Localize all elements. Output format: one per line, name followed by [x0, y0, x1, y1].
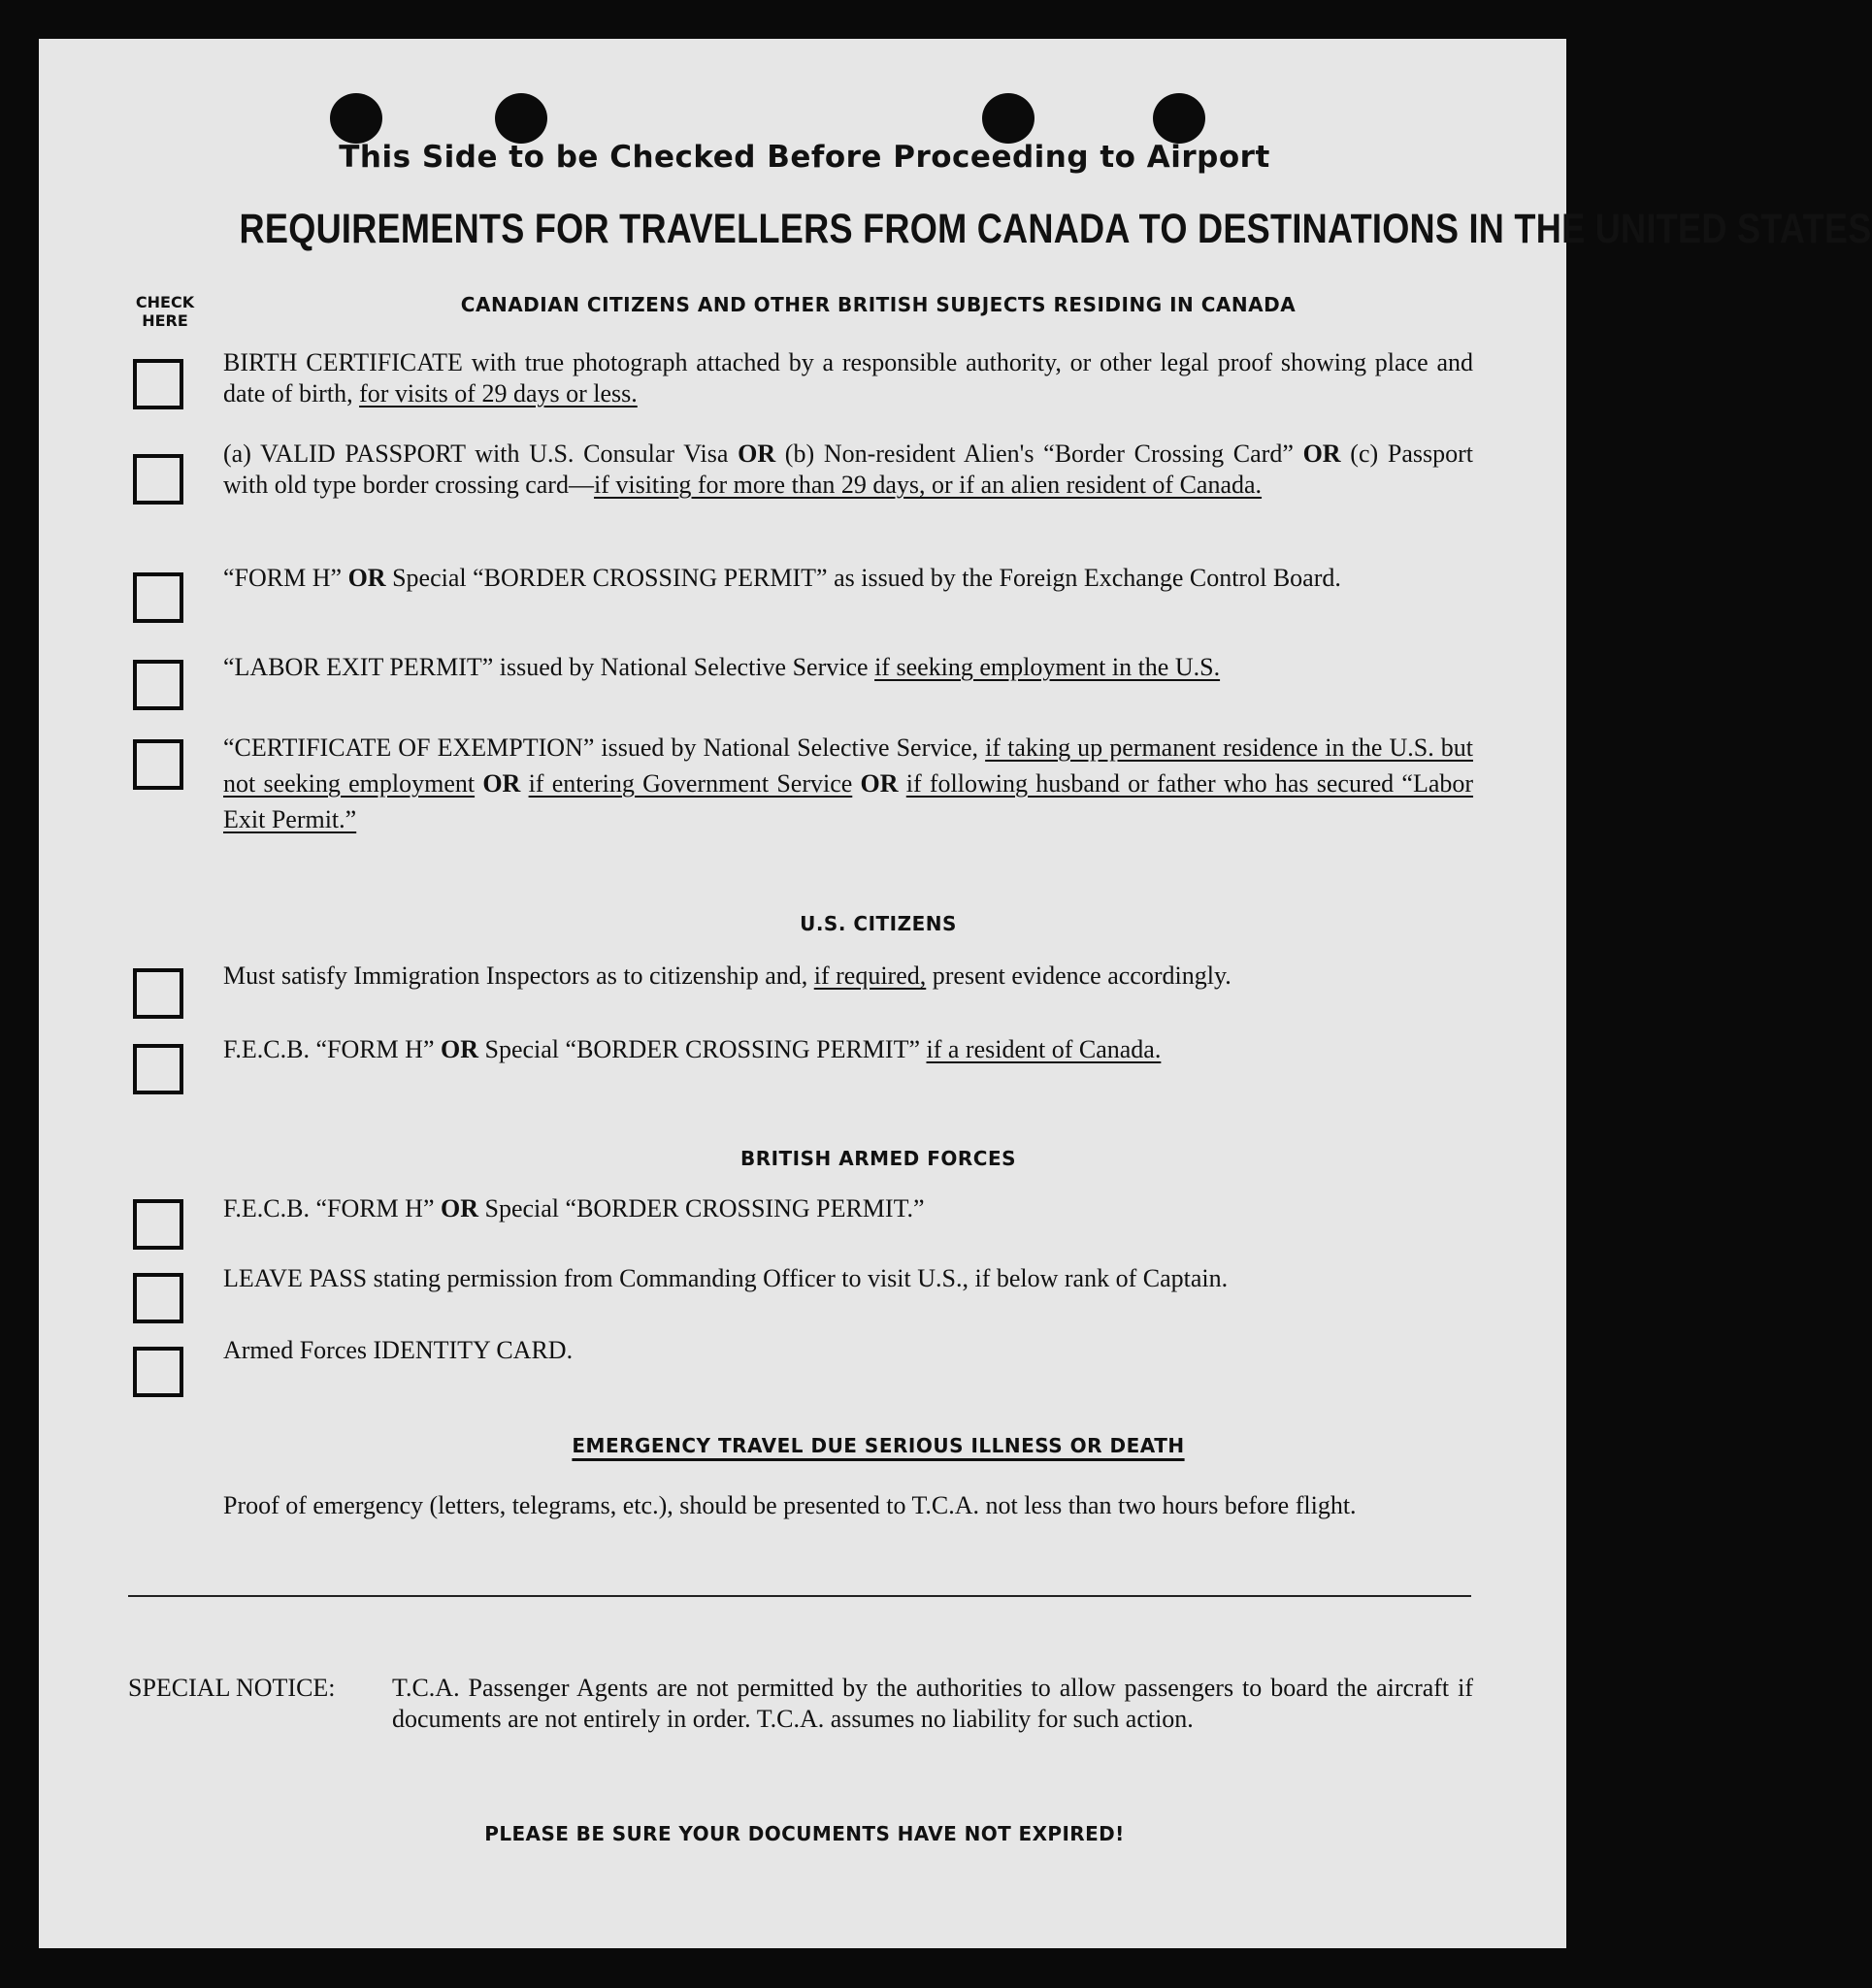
requirement-form-h: “FORM H” OR Special “BORDER CROSSING PERMIT” as issued by the Foreign Exchange Control Board.: [223, 564, 1341, 592]
requirement-forces-form-h: F.E.C.B. “FORM H” OR Special “BORDER CROSSING PERMIT.”: [223, 1194, 925, 1222]
section-heading-canadian: CANADIAN CITIZENS AND OTHER BRITISH SUBJECTS RESIDING IN CANADA: [460, 293, 1297, 316]
punch-hole: [330, 93, 382, 144]
checkbox-certificate-of-exemption[interactable]: [133, 739, 183, 790]
checkbox-citizenship-evidence[interactable]: [133, 968, 183, 1019]
checkbox-identity-card[interactable]: [133, 1347, 183, 1397]
checkbox-us-form-h[interactable]: [133, 1044, 183, 1094]
requirement-identity-card: Armed Forces IDENTITY CARD.: [223, 1336, 574, 1364]
punch-hole: [1153, 93, 1205, 144]
checkbox-labor-exit-permit[interactable]: [133, 660, 183, 710]
check-here-label: CHECK HERE: [135, 293, 195, 330]
checkbox-forces-form-h[interactable]: [133, 1199, 183, 1250]
checkbox-leave-pass[interactable]: [133, 1273, 183, 1323]
requirement-leave-pass: LEAVE PASS stating permission from Commanding Officer to visit U.S., if below rank of Captain.: [223, 1264, 1229, 1292]
requirement-birth-certificate: BIRTH CERTIFICATE with true photograph attached by a responsible authority, or other legal proof showing place and date of birth, for visits of 29 days or less.: [223, 348, 1473, 407]
requirement-certificate-of-exemption: “CERTIFICATE OF EXEMPTION” issued by National Selective Service, if taking up permanent residence in the U.S. but not seeking employment OR if entering Government Service OR if following husband or father who has secured “Labor Exit Permit.”: [223, 733, 1474, 833]
checkbox-valid-passport[interactable]: [133, 454, 183, 505]
checkbox-form-h[interactable]: [133, 572, 183, 623]
section-heading-us-citizens: U.S. CITIZENS: [800, 912, 957, 935]
page-title: REQUIREMENTS FOR TRAVELLERS FROM CANADA TO DESTINATIONS IN THE UNITED STATES: [239, 206, 1872, 252]
requirement-citizenship-evidence: Must satisfy Immigration Inspectors as to citizenship and, if required, present evidence accordingly.: [223, 961, 1232, 990]
special-notice-text: T.C.A. Passenger Agents are not permitted by the authorities to allow passengers to board the aircraft if documents are not entirely in order. T.C.A. assumes no liability for such action.: [392, 1674, 1473, 1733]
divider: [128, 1595, 1471, 1597]
requirement-valid-passport: (a) VALID PASSPORT with U.S. Consular Visa OR (b) Non-resident Alien's “Border Crossing Card” OR (c) Passport with old type border crossing card—if visiting for more than 29 days, or if an alien resident of Canada.: [223, 440, 1473, 499]
punch-hole: [495, 93, 547, 144]
requirement-us-form-h: F.E.C.B. “FORM H” OR Special “BORDER CROSSING PERMIT” if a resident of Canada.: [223, 1035, 1162, 1063]
expiry-warning: PLEASE BE SURE YOUR DOCUMENTS HAVE NOT EXPIRED!: [484, 1822, 1125, 1845]
checkbox-birth-certificate[interactable]: [133, 359, 183, 409]
requirement-labor-exit-permit: “LABOR EXIT PERMIT” issued by National Selective Service if seeking employment in the U.S.: [223, 653, 1221, 681]
instruction-heading: This Side to be Checked Before Proceeding to Airport: [339, 140, 1270, 175]
section-heading-emergency: EMERGENCY TRAVEL DUE SERIOUS ILLNESS OR DEATH: [572, 1434, 1185, 1457]
document-page: [39, 39, 1872, 1948]
section-heading-british-armed-forces: BRITISH ARMED FORCES: [739, 1147, 1017, 1170]
emergency-text: Proof of emergency (letters, telegrams, etc.), should be presented to T.C.A. not less than two hours before flight.: [223, 1491, 1357, 1519]
punch-hole: [982, 93, 1035, 144]
special-notice-label: SPECIAL NOTICE:: [128, 1674, 336, 1702]
